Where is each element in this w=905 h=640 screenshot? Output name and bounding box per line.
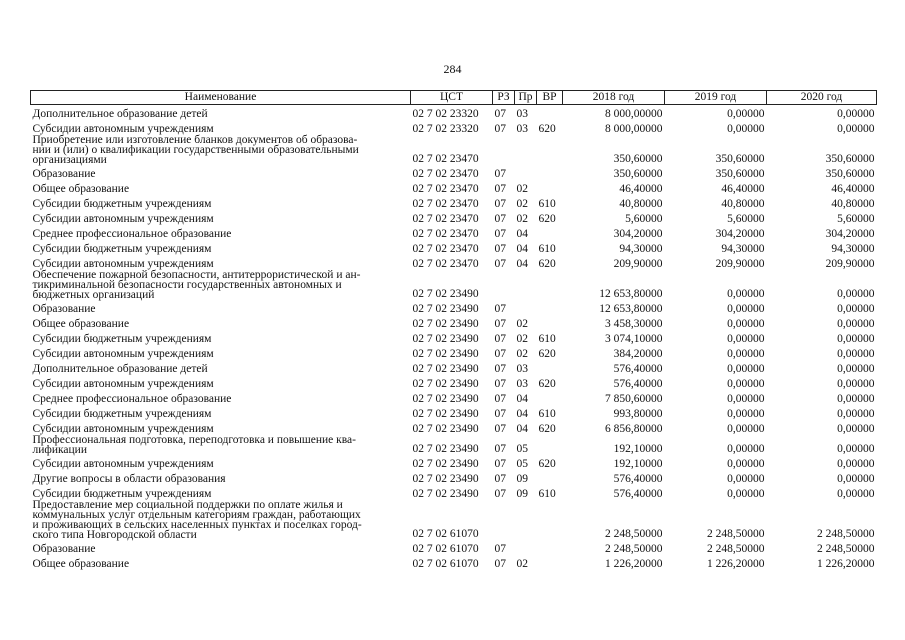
cell-2018: 1 226,20000	[605, 558, 663, 570]
cell-rz: 07	[494, 123, 506, 135]
cell-2018: 2 248,50000	[605, 543, 663, 555]
cell-2018: 8 000,00000	[605, 108, 663, 120]
table-row	[31, 120, 877, 135]
cell-2020: 350,60000	[825, 168, 875, 180]
cell-2019: 40,80000	[721, 198, 765, 210]
cell-2020: 0,00000	[837, 488, 875, 500]
cell-2018: 993,80000	[613, 408, 663, 420]
table-row	[31, 180, 877, 195]
cell-name: Субсидии бюджетным учреждениям	[32, 408, 212, 420]
cell-cst: 02 7 02 23470	[412, 168, 479, 180]
cell-vr: 610	[538, 488, 556, 500]
cell-vr: 610	[538, 333, 556, 345]
cell-2019: 304,20000	[715, 228, 765, 240]
cell-2018: 12 653,80000	[599, 288, 663, 300]
cell-pr: 02	[516, 348, 528, 360]
cell-vr	[537, 390, 563, 405]
cell-2020: 2 248,50000	[817, 543, 875, 555]
cell-name: Субсидии бюджетным учреждениям	[32, 198, 212, 210]
cell-pr: 03	[516, 363, 528, 375]
cell-vr: 620	[538, 123, 556, 135]
cell-cst: 02 7 02 23490	[412, 393, 479, 405]
cell-name: Субсидии бюджетным учреждениям	[32, 243, 212, 255]
header-vr: ВР	[537, 91, 563, 105]
table-row	[31, 225, 877, 240]
cell-2020: 1 226,20000	[817, 558, 875, 570]
cell-2018: 12 653,80000	[599, 303, 663, 315]
cell-2020: 0,00000	[837, 288, 875, 300]
cell-cst: 02 7 02 61070	[412, 543, 479, 555]
table-row	[31, 255, 877, 270]
cell-vr: 610	[538, 408, 556, 420]
cell-vr	[537, 470, 563, 485]
cell-2018: 192,10000	[613, 458, 663, 470]
cell-cst: 02 7 02 23490	[412, 348, 479, 360]
cell-2018: 576,40000	[613, 473, 663, 485]
cell-pr: 04	[516, 243, 528, 255]
cell-pr: 03	[516, 108, 528, 120]
cell-2019: 1 226,20000	[707, 558, 765, 570]
cell-2019: 0,00000	[727, 318, 765, 330]
cell-rz: 07	[494, 458, 506, 470]
cell-pr	[515, 540, 537, 555]
cell-name: Субсидии автономным учреждениям	[32, 123, 214, 135]
cell-pr: 04	[516, 258, 528, 270]
cell-2019: 2 248,50000	[707, 543, 765, 555]
cell-vr	[537, 555, 563, 570]
cell-2020: 0,00000	[837, 408, 875, 420]
cell-2018: 576,40000	[613, 378, 663, 390]
cell-cst: 02 7 02 23470	[412, 183, 479, 195]
cell-name: Субсидии автономным учреждениям	[32, 378, 214, 390]
cell-cst: 02 7 02 23470	[412, 153, 479, 165]
cell-cst: 02 7 02 23490	[412, 318, 479, 330]
cell-rz	[493, 500, 515, 540]
cell-rz: 07	[494, 488, 506, 500]
cell-cst: 02 7 02 23490	[412, 378, 479, 390]
cell-rz: 07	[494, 258, 506, 270]
cell-rz: 07	[494, 378, 506, 390]
cell-vr: 610	[538, 243, 556, 255]
table-row	[31, 270, 877, 300]
cell-cst: 02 7 02 23470	[412, 258, 479, 270]
table-body	[31, 105, 877, 571]
cell-vr	[537, 270, 563, 300]
cell-cst: 02 7 02 23490	[412, 458, 479, 470]
cell-cst: 02 7 02 23470	[412, 213, 479, 225]
cell-rz	[493, 135, 515, 165]
cell-pr: 05	[516, 458, 528, 470]
table-row	[31, 455, 877, 470]
cell-name: Общее образование	[32, 318, 130, 330]
cell-name: Субсидии автономным учреждениям	[32, 213, 214, 225]
cell-2019: 0,00000	[727, 123, 765, 135]
cell-2018: 2 248,50000	[605, 528, 663, 540]
cell-vr: 620	[538, 258, 556, 270]
cell-pr: 04	[516, 228, 528, 240]
cell-cst: 02 7 02 23490	[412, 423, 479, 435]
table-row	[31, 390, 877, 405]
cell-cst: 02 7 02 23490	[412, 363, 479, 375]
cell-2020: 0,00000	[837, 363, 875, 375]
cell-vr	[537, 435, 563, 455]
table-row	[31, 360, 877, 375]
cell-rz	[493, 270, 515, 300]
cell-2020: 0,00000	[837, 378, 875, 390]
cell-vr: 620	[538, 213, 556, 225]
cell-cst: 02 7 02 23490	[412, 408, 479, 420]
cell-name: Дополнительное образование детей	[32, 108, 208, 120]
table-row	[31, 165, 877, 180]
table-row	[31, 315, 877, 330]
header-rz: РЗ	[493, 91, 515, 105]
cell-2019: 0,00000	[727, 423, 765, 435]
cell-rz: 07	[494, 423, 506, 435]
cell-2018: 576,40000	[613, 363, 663, 375]
cell-2020: 40,80000	[831, 198, 875, 210]
cell-2018: 576,40000	[613, 488, 663, 500]
cell-name: Профессиональная подготовка, переподготовка и повышение ква- лификации	[32, 434, 356, 456]
cell-pr	[515, 135, 537, 165]
table-row	[31, 470, 877, 485]
cell-2020: 0,00000	[837, 443, 875, 455]
cell-vr	[537, 500, 563, 540]
cell-2020: 46,40000	[831, 183, 875, 195]
cell-name: Другие вопросы в области образования	[32, 473, 226, 485]
cell-vr	[537, 300, 563, 315]
cell-2018: 94,30000	[619, 243, 663, 255]
cell-rz: 07	[494, 318, 506, 330]
cell-cst: 02 7 02 23490	[412, 303, 479, 315]
cell-rz: 07	[494, 168, 506, 180]
table-row	[31, 210, 877, 225]
cell-name: Образование	[32, 543, 96, 555]
cell-2019: 0,00000	[727, 408, 765, 420]
cell-cst: 02 7 02 23490	[412, 443, 479, 455]
table-row	[31, 405, 877, 420]
cell-rz: 07	[494, 408, 506, 420]
cell-rz: 07	[494, 303, 506, 315]
cell-rz: 07	[494, 393, 506, 405]
cell-rz: 07	[494, 198, 506, 210]
cell-rz: 07	[494, 108, 506, 120]
cell-pr: 09	[516, 488, 528, 500]
cell-2018: 5,60000	[625, 213, 663, 225]
table-row	[31, 500, 877, 540]
cell-2018: 304,20000	[613, 228, 663, 240]
cell-cst: 02 7 02 23320	[412, 108, 479, 120]
table-row	[31, 375, 877, 390]
cell-vr	[537, 180, 563, 195]
cell-2019: 0,00000	[727, 333, 765, 345]
cell-2020: 5,60000	[837, 213, 875, 225]
cell-vr: 620	[538, 458, 556, 470]
cell-name: Дополнительное образование детей	[32, 363, 208, 375]
cell-rz: 07	[494, 183, 506, 195]
cell-cst: 02 7 02 23470	[412, 228, 479, 240]
cell-2020: 0,00000	[837, 458, 875, 470]
cell-rz: 07	[494, 473, 506, 485]
cell-2019: 0,00000	[727, 363, 765, 375]
cell-2020: 0,00000	[837, 348, 875, 360]
cell-2019: 46,40000	[721, 183, 765, 195]
cell-rz: 07	[494, 348, 506, 360]
budget-table	[30, 90, 877, 570]
cell-vr	[537, 225, 563, 240]
cell-pr: 04	[516, 393, 528, 405]
cell-cst: 02 7 02 61070	[412, 528, 479, 540]
table-row	[31, 105, 877, 121]
table-header-row	[31, 91, 877, 105]
table-row	[31, 240, 877, 255]
cell-cst: 02 7 02 23490	[412, 473, 479, 485]
cell-2018: 192,10000	[613, 443, 663, 455]
cell-2018: 350,60000	[613, 153, 663, 165]
header-2018: 2018 год	[563, 91, 665, 105]
cell-name: Образование	[32, 303, 96, 315]
cell-pr: 02	[516, 558, 528, 570]
cell-2019: 0,00000	[727, 473, 765, 485]
cell-vr	[537, 135, 563, 165]
cell-2019: 0,00000	[727, 348, 765, 360]
cell-vr: 620	[538, 348, 556, 360]
header-name: Наименование	[31, 91, 411, 105]
cell-vr	[537, 315, 563, 330]
cell-vr: 620	[538, 423, 556, 435]
cell-2019: 0,00000	[727, 303, 765, 315]
cell-2020: 0,00000	[837, 393, 875, 405]
cell-2019: 0,00000	[727, 393, 765, 405]
cell-rz: 07	[494, 333, 506, 345]
cell-2018: 40,80000	[619, 198, 663, 210]
cell-pr: 02	[516, 213, 528, 225]
cell-cst: 02 7 02 23490	[412, 488, 479, 500]
cell-2019: 0,00000	[727, 458, 765, 470]
page-number: 284	[443, 62, 462, 76]
cell-name: Субсидии автономным учреждениям	[32, 258, 214, 270]
cell-2018: 46,40000	[619, 183, 663, 195]
cell-pr: 02	[516, 318, 528, 330]
cell-2019: 350,60000	[715, 153, 765, 165]
cell-name: Общее образование	[32, 558, 130, 570]
cell-2019: 94,30000	[721, 243, 765, 255]
cell-vr	[537, 540, 563, 555]
cell-2018: 6 856,80000	[605, 423, 663, 435]
table-row	[31, 555, 877, 570]
cell-pr	[515, 500, 537, 540]
cell-pr: 04	[516, 423, 528, 435]
cell-name: Среднее профессиональное образование	[32, 393, 232, 405]
cell-2019: 209,90000	[715, 258, 765, 270]
cell-rz: 07	[494, 243, 506, 255]
cell-rz: 07	[494, 543, 506, 555]
cell-2018: 209,90000	[613, 258, 663, 270]
cell-2019: 2 248,50000	[707, 528, 765, 540]
table-row	[31, 345, 877, 360]
cell-2020: 350,60000	[825, 153, 875, 165]
table-row	[31, 300, 877, 315]
cell-2020: 0,00000	[837, 318, 875, 330]
table-row	[31, 135, 877, 165]
table-row	[31, 195, 877, 210]
cell-pr	[515, 165, 537, 180]
table-row	[31, 420, 877, 435]
cell-cst: 02 7 02 61070	[412, 558, 479, 570]
cell-cst: 02 7 02 23490	[412, 288, 479, 300]
cell-name: Субсидии автономным учреждениям	[32, 423, 214, 435]
cell-name: Среднее профессиональное образование	[32, 228, 232, 240]
cell-2019: 0,00000	[727, 443, 765, 455]
cell-2019: 0,00000	[727, 288, 765, 300]
table-row	[31, 330, 877, 345]
cell-name: Субсидии бюджетным учреждениям	[32, 333, 212, 345]
cell-name: Субсидии бюджетным учреждениям	[32, 488, 212, 500]
cell-name: Приобретение или изготовление бланков документов об образова- нии и (или) о квалификации государственными образовательными организациями	[32, 134, 359, 166]
cell-name: Обеспечение пожарной безопасности, антитеррористической и ан- тикриминальной безопасности государственных автономных и бюджетных организаций	[32, 269, 361, 301]
cell-name: Субсидии автономным учреждениям	[32, 458, 214, 470]
cell-2018: 3 458,30000	[605, 318, 663, 330]
cell-2018: 7 850,60000	[605, 393, 663, 405]
cell-rz: 07	[494, 363, 506, 375]
cell-pr: 02	[516, 198, 528, 210]
cell-name: Предоставление мер социальной поддержки по оплате жилья и коммунальных услуг отдельным категориям граждан, работающих и проживающих в сельских населенных пунктах и поселках город- ского типа Новгородской области	[32, 499, 362, 541]
cell-name: Образование	[32, 168, 96, 180]
cell-2020: 0,00000	[837, 473, 875, 485]
cell-2020: 209,90000	[825, 258, 875, 270]
cell-pr: 02	[516, 183, 528, 195]
cell-2019: 0,00000	[727, 108, 765, 120]
cell-2020: 0,00000	[837, 123, 875, 135]
cell-vr: 610	[538, 198, 556, 210]
header-2020: 2020 год	[767, 91, 877, 105]
cell-2020: 304,20000	[825, 228, 875, 240]
cell-pr: 03	[516, 123, 528, 135]
table-row	[31, 540, 877, 555]
cell-cst: 02 7 02 23470	[412, 198, 479, 210]
cell-2019: 0,00000	[727, 378, 765, 390]
cell-2018: 3 074,10000	[605, 333, 663, 345]
cell-name: Субсидии автономным учреждениям	[32, 348, 214, 360]
cell-vr: 620	[538, 378, 556, 390]
cell-vr	[537, 105, 563, 121]
cell-cst: 02 7 02 23470	[412, 243, 479, 255]
table-row	[31, 435, 877, 455]
cell-2018: 350,60000	[613, 168, 663, 180]
cell-2020: 0,00000	[837, 423, 875, 435]
cell-vr	[537, 165, 563, 180]
cell-cst: 02 7 02 23320	[412, 123, 479, 135]
cell-rz: 07	[494, 558, 506, 570]
cell-cst: 02 7 02 23490	[412, 333, 479, 345]
table-row	[31, 485, 877, 500]
header-2019: 2019 год	[665, 91, 767, 105]
cell-2018: 384,20000	[613, 348, 663, 360]
cell-pr: 02	[516, 333, 528, 345]
cell-2020: 0,00000	[837, 108, 875, 120]
cell-pr: 09	[516, 473, 528, 485]
cell-pr: 03	[516, 378, 528, 390]
cell-rz: 07	[494, 228, 506, 240]
cell-2020: 94,30000	[831, 243, 875, 255]
cell-2020: 0,00000	[837, 303, 875, 315]
cell-pr	[515, 300, 537, 315]
cell-2018: 8 000,00000	[605, 123, 663, 135]
cell-name: Общее образование	[32, 183, 130, 195]
header-cst: ЦСТ	[411, 91, 493, 105]
cell-2020: 2 248,50000	[817, 528, 875, 540]
cell-2019: 5,60000	[727, 213, 765, 225]
cell-rz: 07	[494, 213, 506, 225]
cell-2020: 0,00000	[837, 333, 875, 345]
cell-rz: 07	[494, 443, 506, 455]
cell-pr: 04	[516, 408, 528, 420]
cell-2019: 0,00000	[727, 488, 765, 500]
cell-pr: 05	[516, 443, 528, 455]
cell-2019: 350,60000	[715, 168, 765, 180]
cell-vr	[537, 360, 563, 375]
header-pr: Пр	[515, 91, 537, 105]
cell-pr	[515, 270, 537, 300]
